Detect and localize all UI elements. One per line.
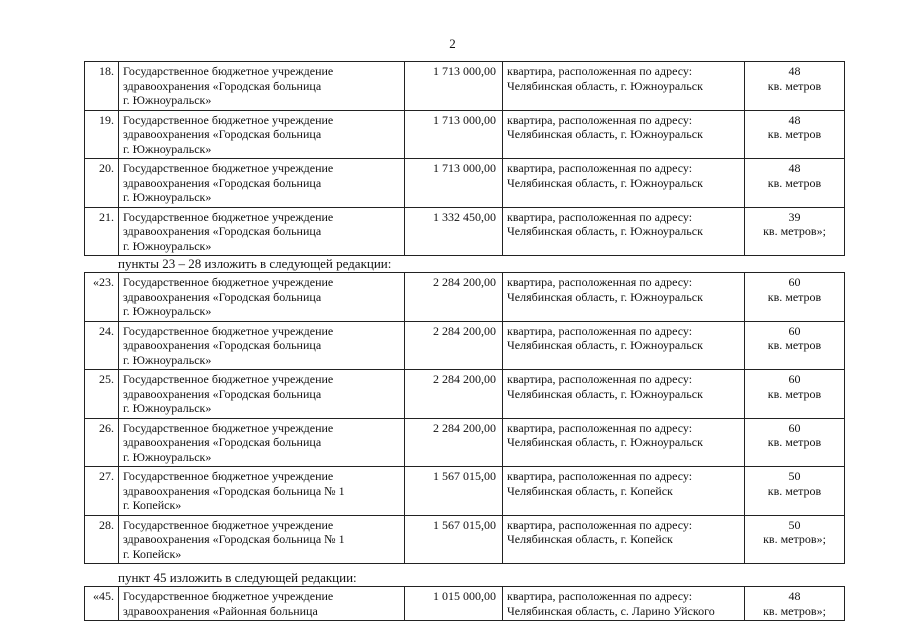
- property-address-line: квартира, расположенная по адресу:: [507, 469, 693, 483]
- institution-name-line: г. Южноуральск»: [123, 141, 212, 156]
- item-number: 28.: [85, 515, 119, 564]
- property-area: [745, 467, 845, 516]
- property-area: [745, 207, 845, 256]
- property-address-line: Челябинская область, г. Южноуральск: [507, 338, 703, 352]
- institution-name-line: здравоохранения «Городская больница № 1: [123, 532, 345, 546]
- institution-name-line: г. Южноуральск»: [123, 93, 212, 107]
- property-address-line: квартира, расположенная по адресу:: [507, 112, 693, 127]
- item-number: 24.: [85, 321, 119, 370]
- item-number: «23.: [85, 273, 119, 322]
- institution-name-line: здравоохранения «Городская больница: [123, 386, 322, 401]
- institution-name-line: здравоохранения «Городская больница: [123, 127, 322, 141]
- institution-name: [119, 370, 405, 419]
- amount: 1 713 000,00: [405, 62, 503, 111]
- institution-name: [119, 587, 405, 621]
- property-address-line: квартира, расположенная по адресу:: [507, 420, 693, 435]
- institution-name-line: здравоохранения «Городская больница: [123, 224, 322, 238]
- property-address-line: Челябинская область, г. Копейск: [507, 483, 673, 498]
- property-address: [503, 273, 745, 322]
- property-area-line: 39: [788, 209, 801, 224]
- amount: 2 284 200,00: [405, 273, 503, 322]
- table-row: [85, 418, 845, 467]
- property-area-line: кв. метров: [767, 127, 822, 141]
- property-address-line: Челябинская область, г. Южноуральск: [507, 289, 703, 304]
- table-row: [85, 110, 845, 159]
- property-address-line: квартира, расположенная по адресу:: [507, 517, 693, 532]
- institution-name-line: Государственное бюджетное учреждение: [123, 112, 334, 127]
- property-area-line: 48: [788, 161, 801, 175]
- property-area-line: кв. метров: [767, 289, 822, 304]
- institution-name-line: г. Южноуральск»: [123, 304, 212, 318]
- institution-name-line: г. Южноуральск»: [123, 449, 212, 464]
- table-row: [85, 467, 845, 516]
- institution-name-line: Государственное бюджетное учреждение: [123, 209, 334, 224]
- caption-items-23-28: пункты 23 – 28 изложить в следующей редакции:: [118, 256, 392, 271]
- page-number: 2: [449, 36, 456, 51]
- institution-name-line: г. Южноуральск»: [123, 401, 212, 415]
- table-row: [85, 273, 845, 322]
- item-number: 25.: [85, 370, 119, 419]
- item-number: 18.: [85, 62, 119, 111]
- institution-name-line: г. Копейск»: [123, 546, 182, 561]
- institution-name-line: здравоохранения «Городская больница: [123, 175, 322, 190]
- property-area: [745, 587, 845, 621]
- property-address-line: Челябинская область, г. Южноуральск: [507, 386, 703, 401]
- property-address-line: квартира, расположенная по адресу:: [507, 323, 693, 338]
- property-area-line: 50: [788, 469, 801, 483]
- institution-name-line: здравоохранения «Городская больница: [123, 338, 322, 352]
- property-area-line: 48: [788, 112, 801, 127]
- institution-name-line: Государственное бюджетное учреждение: [123, 589, 334, 603]
- property-address-line: Челябинская область, г. Копейск: [507, 532, 673, 546]
- amount: 1 713 000,00: [405, 159, 503, 208]
- property-address-line: квартира, расположенная по адресу:: [507, 64, 693, 78]
- table-part-2-body: [85, 273, 845, 564]
- table-row: [85, 159, 845, 208]
- property-area-line: кв. метров»;: [763, 532, 826, 546]
- institution-name: [119, 273, 405, 322]
- property-area: [745, 515, 845, 564]
- table-row: [85, 62, 845, 111]
- table-part-3: [84, 586, 845, 621]
- property-address-line: квартира, расположенная по адресу:: [507, 161, 693, 175]
- table-part-1: [84, 61, 845, 256]
- property-address-line: Челябинская область, г. Южноуральск: [507, 78, 703, 93]
- institution-name: [119, 207, 405, 256]
- property-area: [745, 110, 845, 159]
- table-row: [85, 321, 845, 370]
- amount: 1 713 000,00: [405, 110, 503, 159]
- item-number: «45.: [85, 587, 119, 621]
- amount: 1 567 015,00: [405, 467, 503, 516]
- property-area-line: кв. метров: [767, 175, 822, 190]
- property-address: [503, 321, 745, 370]
- institution-name-line: Государственное бюджетное учреждение: [123, 275, 334, 289]
- institution-name-line: здравоохранения «Городская больница № 1: [123, 483, 345, 498]
- institution-name: [119, 62, 405, 111]
- property-area-line: 60: [788, 420, 801, 435]
- institution-name: [119, 418, 405, 467]
- table-part-1-body: [85, 62, 845, 256]
- property-area-line: 48: [788, 589, 801, 603]
- institution-name: [119, 110, 405, 159]
- property-area-line: кв. метров: [767, 78, 822, 93]
- property-area-line: 60: [788, 323, 801, 338]
- institution-name-line: Государственное бюджетное учреждение: [123, 372, 334, 386]
- property-address-line: Челябинская область, г. Южноуральск: [507, 435, 703, 449]
- property-address: [503, 467, 745, 516]
- property-area: [745, 273, 845, 322]
- item-number: 27.: [85, 467, 119, 516]
- institution-name-line: г. Копейск»: [123, 498, 182, 512]
- item-number: 19.: [85, 110, 119, 159]
- amount: 2 284 200,00: [405, 321, 503, 370]
- property-area-line: кв. метров»;: [763, 603, 826, 618]
- property-area-line: 50: [788, 517, 801, 532]
- property-address-line: Челябинская область, г. Южноуральск: [507, 224, 703, 238]
- institution-name-line: Государственное бюджетное учреждение: [123, 517, 334, 532]
- table-part-3-body: [85, 587, 845, 621]
- property-area: [745, 370, 845, 419]
- property-address: [503, 370, 745, 419]
- table-row: [85, 587, 845, 621]
- property-address-line: Челябинская область, с. Ларино Уйского: [507, 603, 715, 618]
- amount: 2 284 200,00: [405, 418, 503, 467]
- property-area-line: 48: [788, 64, 801, 78]
- institution-name-line: Государственное бюджетное учреждение: [123, 323, 334, 338]
- property-area: [745, 159, 845, 208]
- property-address: [503, 587, 745, 621]
- table-row: [85, 515, 845, 564]
- property-area-line: кв. метров: [767, 386, 822, 401]
- property-address: [503, 418, 745, 467]
- institution-name-line: здравоохранения «Городская больница: [123, 289, 322, 304]
- property-address: [503, 159, 745, 208]
- property-area: [745, 418, 845, 467]
- property-area-line: 60: [788, 275, 801, 289]
- institution-name: [119, 515, 405, 564]
- amount: 2 284 200,00: [405, 370, 503, 419]
- institution-name-line: здравоохранения «Районная больница: [123, 603, 318, 618]
- property-address-line: квартира, расположенная по адресу:: [507, 209, 693, 224]
- institution-name-line: Государственное бюджетное учреждение: [123, 64, 334, 78]
- property-area-line: кв. метров: [767, 338, 822, 352]
- institution-name-line: Государственное бюджетное учреждение: [123, 469, 334, 483]
- institution-name-line: г. Южноуральск»: [123, 238, 212, 253]
- property-address-line: квартира, расположенная по адресу:: [507, 275, 693, 289]
- amount: 1 332 450,00: [405, 207, 503, 256]
- document-body: [84, 61, 844, 621]
- amount: 1 015 000,00: [405, 587, 503, 621]
- property-address: [503, 515, 745, 564]
- table-row: [85, 207, 845, 256]
- property-area-line: кв. метров: [767, 483, 822, 498]
- item-number: 26.: [85, 418, 119, 467]
- institution-name: [119, 467, 405, 516]
- table-part-2: [84, 272, 845, 564]
- institution-name-line: здравоохранения «Городская больница: [123, 435, 322, 449]
- institution-name-line: Государственное бюджетное учреждение: [123, 420, 334, 435]
- institution-name: [119, 321, 405, 370]
- property-area-line: кв. метров»;: [763, 224, 826, 238]
- property-address-line: квартира, расположенная по адресу:: [507, 589, 693, 603]
- institution-name-line: здравоохранения «Городская больница: [123, 78, 322, 93]
- property-area: [745, 321, 845, 370]
- institution-name-line: Государственное бюджетное учреждение: [123, 161, 334, 175]
- item-number: 21.: [85, 207, 119, 256]
- property-area-line: 60: [788, 372, 801, 386]
- property-address-line: Челябинская область, г. Южноуральск: [507, 127, 703, 141]
- table-row: [85, 370, 845, 419]
- property-address-line: Челябинская область, г. Южноуральск: [507, 175, 703, 190]
- property-address: [503, 62, 745, 111]
- institution-name: [119, 159, 405, 208]
- property-address: [503, 207, 745, 256]
- item-number: 20.: [85, 159, 119, 208]
- institution-name-line: г. Южноуральск»: [123, 352, 212, 367]
- property-address: [503, 110, 745, 159]
- property-address-line: квартира, расположенная по адресу:: [507, 372, 693, 386]
- amount: 1 567 015,00: [405, 515, 503, 564]
- caption-item-45: пункт 45 изложить в следующей редакции:: [118, 570, 357, 585]
- property-area: [745, 62, 845, 111]
- institution-name-line: г. Южноуральск»: [123, 190, 212, 204]
- property-area-line: кв. метров: [767, 435, 822, 449]
